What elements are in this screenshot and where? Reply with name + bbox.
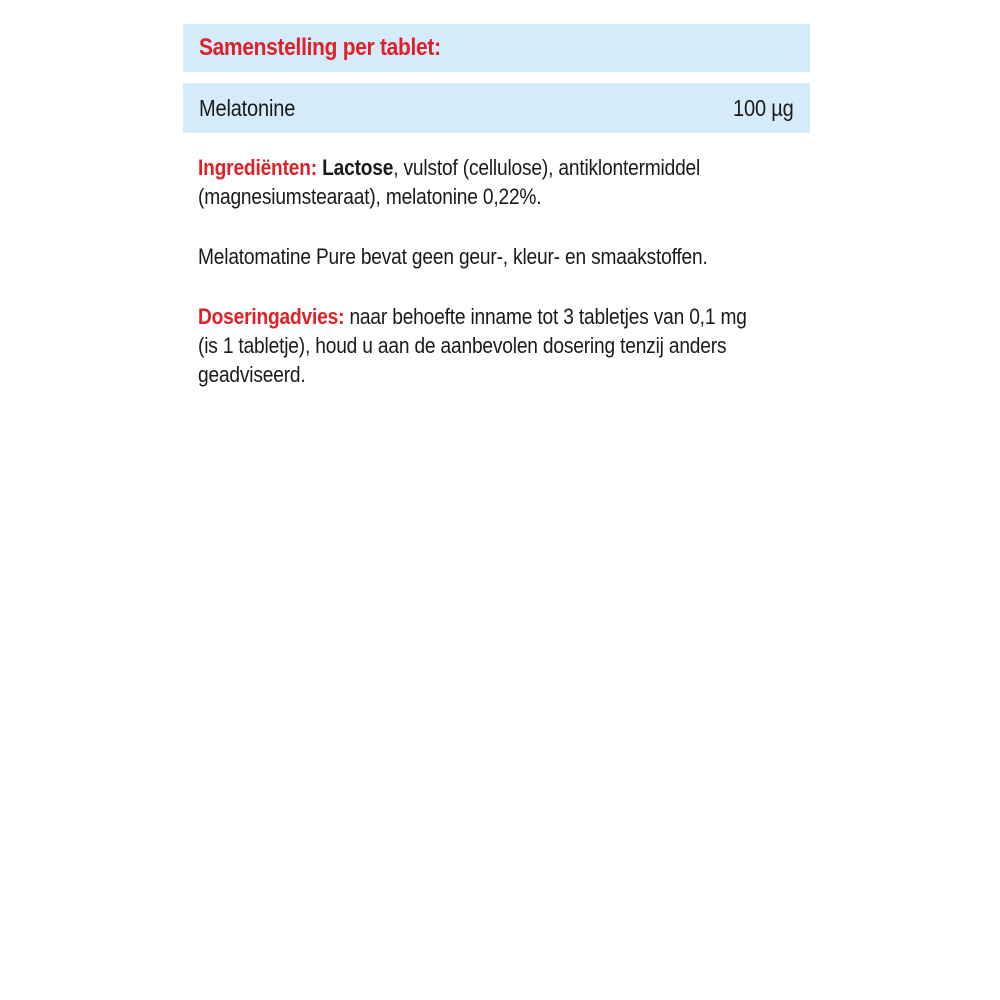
band-divider xyxy=(183,72,810,83)
supplement-facts-label xyxy=(183,24,810,389)
composition-header-title: Samenstelling per tablet: xyxy=(199,34,441,61)
composition-header-band xyxy=(183,24,810,72)
dosage-line1: naar behoefte inname tot 3 tabletjes van 0,1 mg xyxy=(349,304,747,329)
ingredients-bold-lead: Lactose xyxy=(322,155,394,180)
composition-row xyxy=(183,83,810,133)
claim-paragraph xyxy=(198,242,730,271)
dosage-label: Doseringadvies: xyxy=(198,304,345,329)
claim-text: bevat geen geur-, kleur- en smaakstoffen. xyxy=(360,244,708,269)
ingredients-line2: (magnesiumstearaat), melatonine 0,22%. xyxy=(198,184,542,209)
dosage-line2: (is 1 tabletje), houd u aan de aanbevolen dosering tenzij anders xyxy=(198,333,727,358)
nutrient-name: Melatonine xyxy=(199,94,296,121)
brand-name: Melatomatine Pure xyxy=(198,244,356,269)
dosage-line3: geadviseerd. xyxy=(198,362,306,387)
nutrient-amount: 100 µg xyxy=(733,94,794,121)
dosage-paragraph xyxy=(198,302,747,389)
ingredients-label: Ingrediënten: xyxy=(198,155,317,180)
ingredients-paragraph xyxy=(198,153,730,211)
ingredients-line1-rest: , vulstof (cellulose), antiklontermiddel xyxy=(393,155,701,180)
